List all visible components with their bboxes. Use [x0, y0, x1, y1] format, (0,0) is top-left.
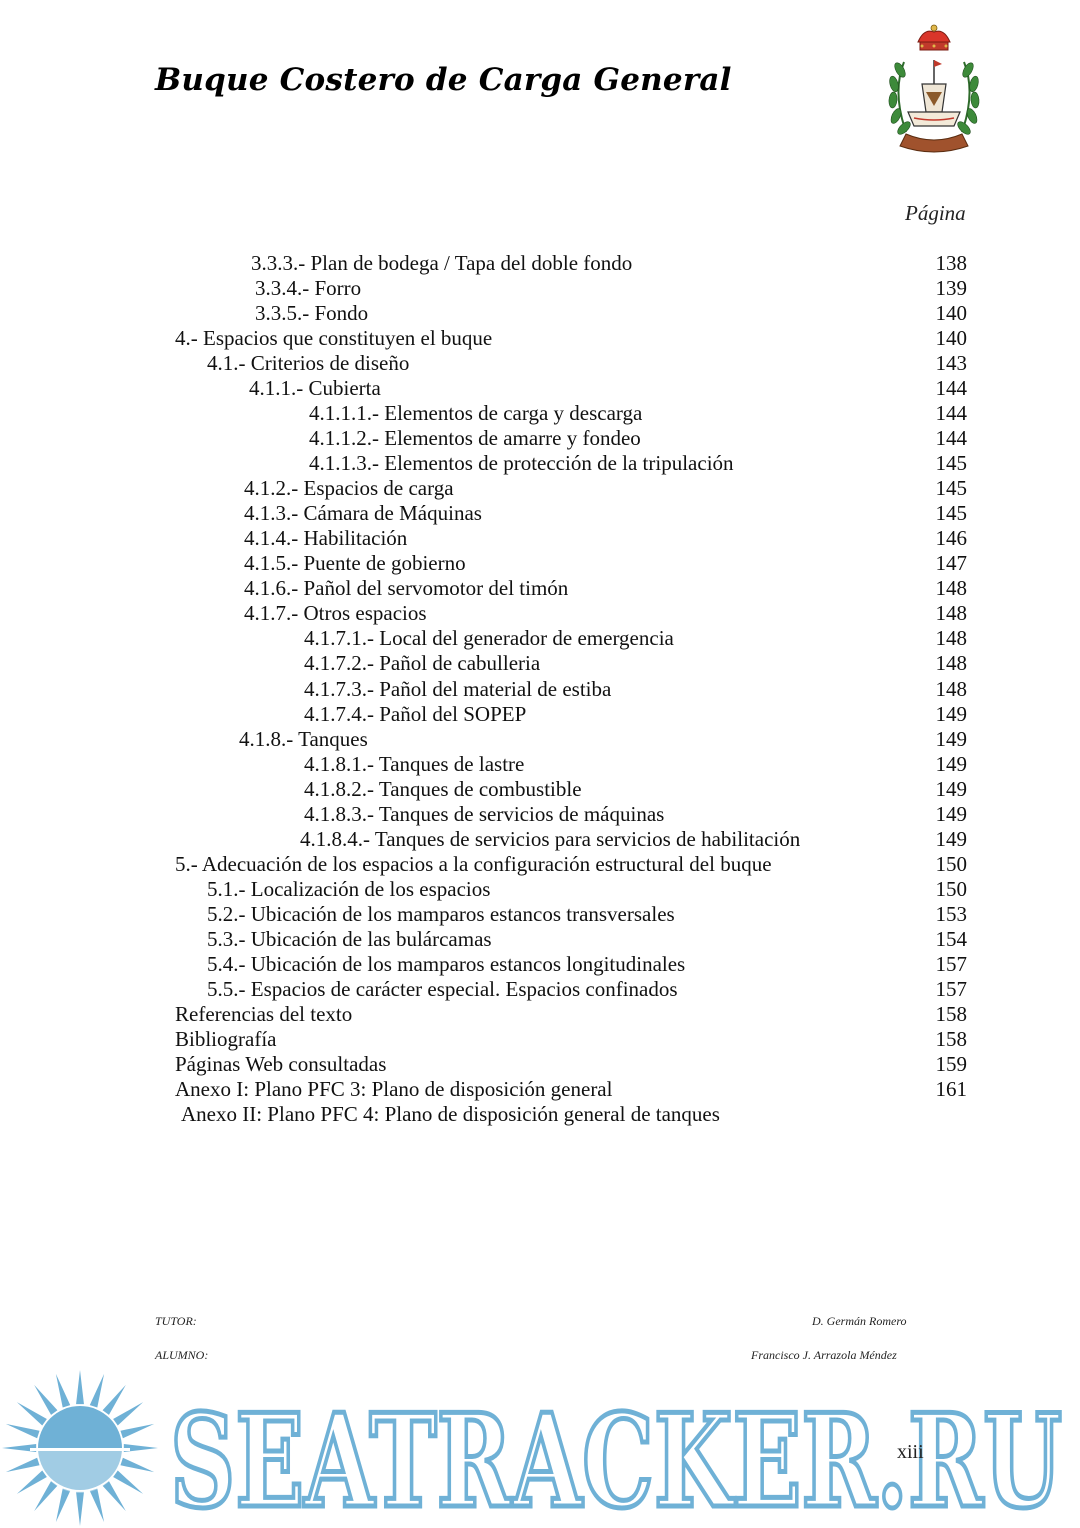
toc-entry: [0, 777, 1080, 802]
toc-entry-page: 144: [935, 401, 967, 426]
toc-entry-label: 4.1.8.4.- Tanques de servicios para servicios de habilitación: [300, 826, 801, 851]
tutor-label: TUTOR:: [155, 1314, 197, 1328]
toc-entry-label: 4.1.1.- Cubierta: [249, 376, 381, 401]
toc-entry: [0, 1102, 1080, 1127]
toc-entry-page: 145: [935, 451, 967, 476]
toc-entry: [0, 802, 1080, 827]
toc-entry: [0, 1052, 1080, 1077]
crest-emblem-icon: [884, 22, 984, 160]
toc-entry-label: 3.3.3.- Plan de bodega / Tapa del doble fondo: [251, 251, 633, 275]
toc-entry: [0, 651, 1080, 676]
toc-entry-page: 149: [935, 701, 967, 726]
toc-entry: [0, 326, 1080, 351]
toc-entry: [0, 276, 1080, 301]
toc-entry-label: 5.- Adecuación de los espacios a la configuración estructural del buque: [175, 851, 772, 876]
toc-entry-label: 3.3.5.- Fondo: [255, 301, 369, 326]
tutor-name: D. Germán Romero: [812, 1314, 907, 1328]
toc-entry-page: 148: [935, 651, 967, 676]
toc-entry-label: 5.2.- Ubicación de los mamparos estancos transversales: [207, 901, 675, 926]
toc-entry: [0, 877, 1080, 902]
toc-entry: [0, 601, 1080, 626]
toc-entry-label: 4.1.4.- Habilitación: [244, 526, 408, 551]
toc-entry-page: 158: [935, 1026, 967, 1051]
toc-entry-page: 144: [935, 426, 967, 451]
toc-entry-label: Páginas Web consultadas: [175, 1051, 387, 1076]
toc-entry-label: 4.1.2.- Espacios de carga: [244, 476, 454, 501]
toc-entry-page: 140: [935, 326, 967, 351]
toc-entry-label: 4.1.7.4.- Pañol del SOPEP: [304, 701, 527, 726]
toc-entry-label: 4.1.8.1.- Tanques de lastre: [304, 751, 525, 776]
toc-entry-label: 4.1.5.- Puente de gobierno: [244, 551, 466, 576]
toc-entry-label: 4.1.8.2.- Tanques de combustible: [304, 776, 582, 801]
toc-entry-page: 139: [935, 276, 967, 301]
toc-entry: [0, 426, 1080, 451]
toc-entry-label: 4.1.7.- Otros espacios: [244, 601, 427, 626]
toc-entry-page: 157: [935, 976, 967, 1001]
toc-entry-page: 148: [935, 676, 967, 701]
watermark-text: [170, 1388, 1070, 1518]
toc-entry: [0, 376, 1080, 401]
toc-entry-page: 154: [935, 926, 967, 951]
ribbon-icon: [900, 134, 968, 152]
toc-entry-page: 143: [935, 351, 967, 376]
toc-entry-label: 4.1.- Criterios de diseño: [207, 351, 410, 376]
toc-entry-label: 5.5.- Espacios de carácter especial. Espacios confinados: [207, 976, 678, 1001]
toc-entry: [0, 1002, 1080, 1027]
toc-entry-label: 4.1.6.- Pañol del servomotor del timón: [244, 576, 569, 601]
toc-entry: [0, 626, 1080, 651]
toc-entry-label: Anexo II: Plano PFC 4: Plano de disposición general de tanques: [181, 1102, 720, 1127]
toc-entry-label: Bibliografía: [175, 1026, 277, 1051]
toc-entry-page: 145: [935, 501, 967, 526]
toc-entry-page: 150: [935, 851, 967, 876]
toc-entry-label: 4.1.1.3.- Elementos de protección de la tripulación: [309, 451, 734, 476]
toc-entry-page: 140: [935, 301, 967, 326]
toc-entry-label: 4.1.8.- Tanques: [239, 726, 368, 751]
toc-entry: [0, 927, 1080, 952]
toc-entry-page: 158: [935, 1001, 967, 1026]
toc-entry-label: 5.1.- Localización de los espacios: [207, 876, 491, 901]
toc-entry-page: 149: [935, 826, 967, 851]
toc-entry-label: Anexo I: Plano PFC 3: Plano de disposición general: [175, 1076, 613, 1101]
toc-entry-label: 4.1.7.3.- Pañol del material de estiba: [304, 676, 612, 701]
toc-entry-page: 144: [935, 376, 967, 401]
toc-entry-label: 5.3.- Ubicación de las bulárcamas: [207, 926, 492, 951]
toc-entry-page: 145: [935, 476, 967, 501]
page-number: xiii: [897, 1441, 924, 1463]
toc-entry: [0, 1027, 1080, 1052]
toc-entry-page: 149: [935, 726, 967, 751]
toc-entry-page: 149: [935, 801, 967, 826]
toc-entry: [0, 351, 1080, 376]
page-column-label: Página: [905, 201, 966, 225]
toc-entry-page: 138: [935, 251, 967, 275]
toc-entry-page: 149: [935, 751, 967, 776]
toc-entry-page: 148: [935, 626, 967, 651]
toc-entry-label: 4.1.7.2.- Pañol de cabulleria: [304, 651, 541, 676]
toc-entry: [0, 952, 1080, 977]
toc-entry: [0, 451, 1080, 476]
toc-entry-label: Referencias del texto: [175, 1001, 353, 1026]
toc-entry: [0, 501, 1080, 526]
toc-entry: [0, 977, 1080, 1002]
toc-entry-label: 4.1.3.- Cámara de Máquinas: [244, 501, 482, 526]
toc-entry-page: 148: [935, 576, 967, 601]
toc-entry: [0, 551, 1080, 576]
toc-entry: [0, 576, 1080, 601]
toc-entry-label: 4.1.1.1.- Elementos de carga y descarga: [309, 401, 643, 426]
toc-entry: [0, 301, 1080, 326]
toc-entry-page: 147: [935, 551, 967, 576]
toc-entry-label: 3.3.4.- Forro: [255, 276, 362, 301]
toc-entry-page: 157: [935, 951, 967, 976]
ship-icon: [908, 60, 960, 126]
toc-entry: [0, 251, 1080, 276]
toc-entry: [0, 401, 1080, 426]
toc-entry-label: 5.4.- Ubicación de los mamparos estancos longitudinales: [207, 951, 686, 976]
toc-entry-label: 4.1.1.2.- Elementos de amarre y fondeo: [309, 426, 641, 451]
toc-entry: [0, 1077, 1080, 1102]
toc-entry-page: 146: [935, 526, 967, 551]
toc-entry: [0, 827, 1080, 852]
toc-entry-page: 149: [935, 776, 967, 801]
toc-entry: [0, 677, 1080, 702]
toc-entry: [0, 902, 1080, 927]
toc-entry: [0, 476, 1080, 501]
alumno-name: Francisco J. Arrazola Méndez: [751, 1348, 897, 1362]
toc-entry-label: 4.- Espacios que constituyen el buque: [175, 326, 493, 351]
watermark-label: SEATRACKER.RU: [170, 1388, 1062, 1518]
crown-icon: [918, 25, 950, 50]
alumno-label: ALUMNO:: [155, 1348, 209, 1362]
toc-entry-page: 153: [935, 901, 967, 926]
toc-entry-page: 148: [935, 601, 967, 626]
toc-entry-page: 159: [935, 1051, 967, 1076]
toc-entry: [0, 752, 1080, 777]
toc-entry: [0, 702, 1080, 727]
toc-entry-label: 4.1.7.1.- Local del generador de emergencia: [304, 626, 674, 651]
toc-entry: [0, 727, 1080, 752]
toc-entry-page: 150: [935, 876, 967, 901]
toc-entry-page: 161: [935, 1076, 967, 1101]
toc-entry-label: 4.1.8.3.- Tanques de servicios de máquinas: [304, 801, 665, 826]
toc-entry: [0, 526, 1080, 551]
document-title: Buque Costero de Carga General: [155, 62, 732, 98]
toc-entry: [0, 852, 1080, 877]
sun-watermark-icon: [0, 1368, 160, 1528]
